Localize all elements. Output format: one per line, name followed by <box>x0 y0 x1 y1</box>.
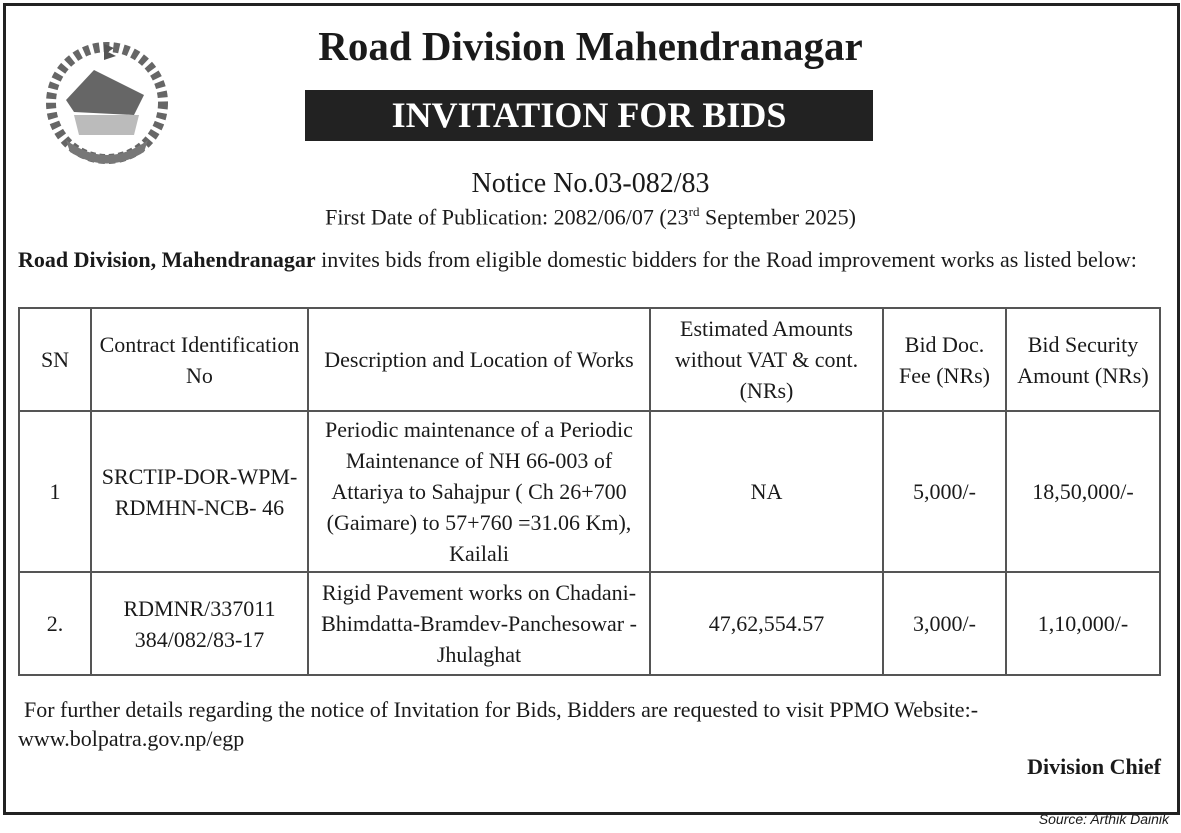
source-credit: Source: Arthik Dainik <box>1038 811 1169 827</box>
col-contract: Contract Identification No <box>91 308 308 411</box>
cell: 2. <box>19 572 91 675</box>
col-estimate: Estimated Amounts without VAT & cont. (NRs) <box>650 308 883 411</box>
cell: Rigid Pavement works on Chadani-Bhimdatta-Bramdev-Panchesowar - Jhulaghat <box>308 572 650 675</box>
banner-heading: INVITATION FOR BIDS <box>305 90 873 141</box>
table-header-row <box>19 308 1160 411</box>
cell: RDMNR/337011 384/082/83-17 <box>91 572 308 675</box>
cell: SRCTIP-DOR-WPM- RDMHN-NCB- 46 <box>91 411 308 572</box>
col-description: Description and Location of Works <box>308 308 650 411</box>
signature: Division Chief <box>1027 754 1161 779</box>
cell: 18,50,000/- <box>1006 411 1160 572</box>
intro-paragraph <box>18 244 1168 276</box>
pub-date-text: First Date of Publication: 2082/06/07 (23 <box>325 204 689 230</box>
pub-date-sup: rd <box>688 204 700 219</box>
table-row <box>19 572 1160 675</box>
footer-text: For further details regarding the notice of Invitation for Bids, Bidders are requested to visit PPMO Website:- <box>24 697 979 722</box>
intro-org: Road Division, Mahendranagar <box>18 247 316 272</box>
cell: 1 <box>19 411 91 572</box>
bids-table <box>18 307 1161 676</box>
cell: 47,62,554.57 <box>650 572 883 675</box>
table-row <box>19 411 1160 572</box>
cell: 5,000/- <box>883 411 1006 572</box>
cell: NA <box>650 411 883 572</box>
col-sn: SN <box>19 308 91 411</box>
cell: Periodic maintenance of a Periodic Maintenance of NH 66-003 of Attariya to Sahajpur ( Ch 26+700 (Gaimare) to 57+760 =31.06 Km), Kailali <box>308 411 650 572</box>
notice-number: Notice No.03-082/83 <box>471 168 710 199</box>
pub-date-suffix: September 2025) <box>699 204 856 230</box>
page-title: Road Division Mahendranagar <box>318 23 863 69</box>
ppmo-link[interactable]: www.bolpatra.gov.np/egp <box>18 726 245 751</box>
col-security: Bid Security Amount (NRs) <box>1006 308 1160 411</box>
intro-text: invites bids from eligible domestic bidders for the Road improvement works as listed below: <box>315 247 1137 272</box>
cell: 1,10,000/- <box>1006 572 1160 675</box>
cell: 3,000/- <box>883 572 1006 675</box>
publication-date <box>0 204 1181 230</box>
col-fee: Bid Doc. Fee (NRs) <box>883 308 1006 411</box>
